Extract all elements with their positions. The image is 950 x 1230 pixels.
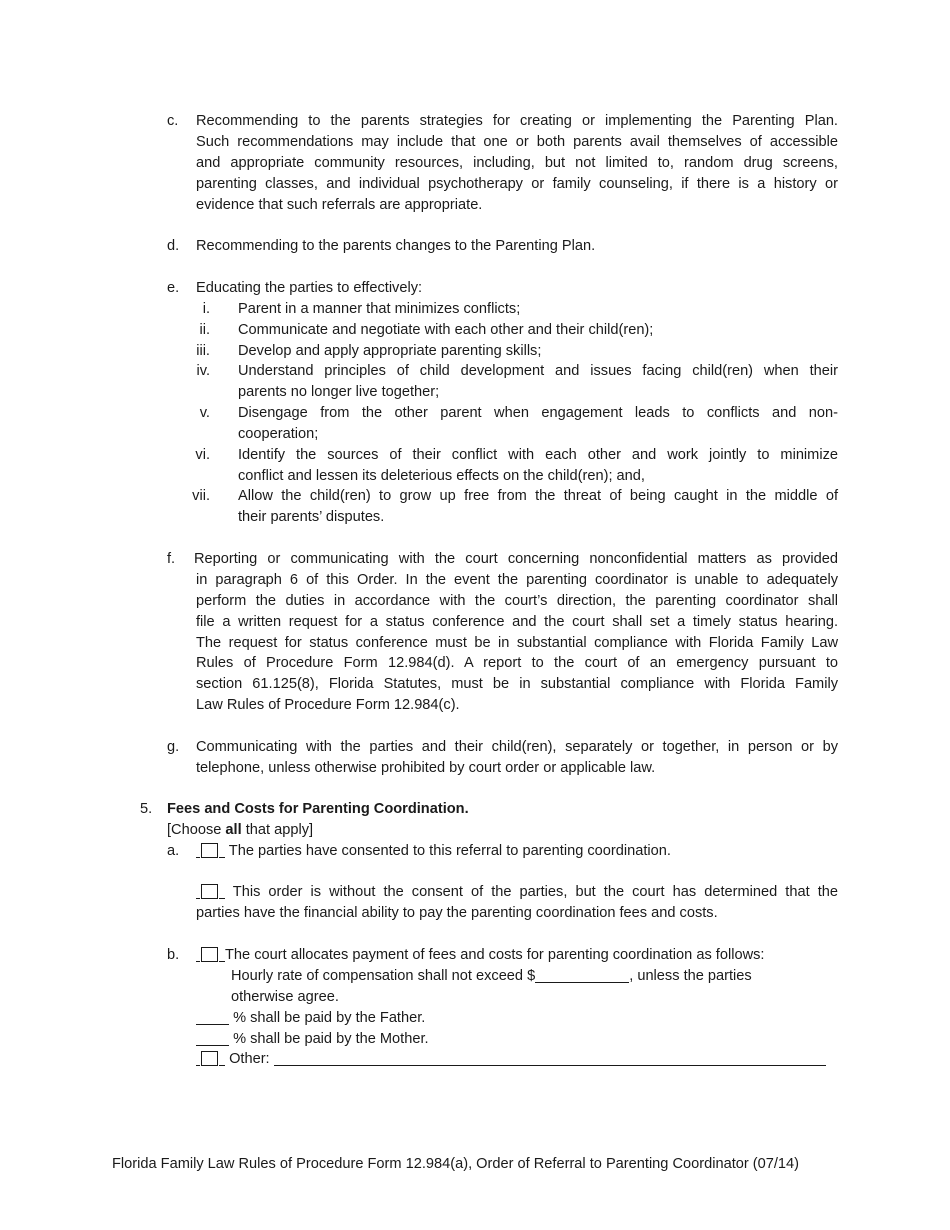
subitem-v-line-1: Disengage from the other parent when engagement leads to conflicts and non- xyxy=(238,405,838,421)
father-percent-field[interactable] xyxy=(196,1009,229,1025)
item-f-line-5: The request for status conference must be in substantial compliance with Florida Family Law xyxy=(196,635,838,651)
subitem-v-line-2: cooperation; xyxy=(238,426,319,442)
hourly-rate-line: Hourly rate of compensation shall not exceed $ , unless the parties xyxy=(231,968,752,984)
item-f-line-1: Reporting or communicating with the court concerning nonconfidential matters as provided xyxy=(194,551,838,567)
item-g-line-2: telephone, unless otherwise prohibited by court order or applicable law. xyxy=(196,760,656,776)
item-d-text: Recommending to the parents changes to the Parenting Plan. xyxy=(196,238,596,254)
item-e-label: e. xyxy=(167,280,180,296)
item-f-line-6: Rules of Procedure Form 12.984(d). A report to the court of an emergency pursuant to xyxy=(196,655,838,671)
item-5b-label: b. xyxy=(167,947,180,963)
item-c-line-1: Recommending to the parents strategies for creating or implementing the Parenting Plan. xyxy=(196,113,838,129)
item-g-line-1: Communicating with the parties and their child(ren), separately or together, in person or by xyxy=(196,739,838,755)
consent-text: The parties have consented to this referral to parenting coordination. xyxy=(228,843,671,859)
other-checkbox[interactable] xyxy=(201,1051,218,1066)
subitem-iv-line-1: Understand principles of child development and issues facing child(ren) when their xyxy=(238,363,838,379)
other-label: Other: xyxy=(229,1051,270,1067)
hourly-rate-field[interactable] xyxy=(535,967,629,983)
subitem-iv-label: iv. xyxy=(196,363,210,379)
subitem-iv-line-2: parents no longer live together; xyxy=(238,384,440,400)
item-f-line-2: in paragraph 6 of this Order. In the event the parenting coordinator is unable to adequately xyxy=(196,572,838,588)
subitem-iii-line-1: Develop and apply appropriate parenting skills; xyxy=(238,343,542,359)
mother-share-line: % shall be paid by the Mother. xyxy=(196,1029,429,1050)
subitem-vi-line-2: conflict and lessen its deleterious effects on the child(ren); and, xyxy=(238,468,645,484)
other-field[interactable] xyxy=(274,1050,826,1066)
subitem-vi-line-1: Identify the sources of their conflict with each other and work jointly to minimize xyxy=(238,447,838,463)
item-f-line-7: section 61.125(8), Florida Statutes, must be in substantial compliance with Florida Family xyxy=(196,676,838,692)
subitem-vii-line-1: Allow the child(ren) to grow up free from the threat of being caught in the middle of xyxy=(238,488,838,504)
subitem-iii-label: iii. xyxy=(196,343,210,359)
item-d-label: d. xyxy=(167,238,180,254)
item-c-label: c. xyxy=(167,113,179,129)
allocation-option xyxy=(196,945,764,966)
subitem-v-label: v. xyxy=(199,405,210,421)
item-5a-label: a. xyxy=(167,843,180,859)
allocation-checkbox[interactable] xyxy=(201,947,218,962)
subitem-i-line-1: Parent in a manner that minimizes conflicts; xyxy=(238,301,521,317)
item-g-label: g. xyxy=(167,739,180,755)
no-consent-text: This order is without the consent of the parties, but the court has determined that the xyxy=(232,884,838,900)
item-c-line-5: evidence that such referrals are appropriate. xyxy=(196,197,483,213)
no-consent-checkbox[interactable] xyxy=(201,884,218,899)
choose-instruction: [Choose all that apply] xyxy=(167,822,314,838)
item-c-line-3: and appropriate community resources, including, but not limited to, random drug screens, xyxy=(196,155,838,171)
item-f-line-8: Law Rules of Procedure Form 12.984(c). xyxy=(196,697,460,713)
subitem-vii-label: vii. xyxy=(192,488,210,504)
section-5-title: Fees and Costs for Parenting Coordination. xyxy=(167,801,469,817)
item-c-line-2: Such recommendations may include that one or both parents avail themselves of accessible xyxy=(196,134,838,150)
father-share-line: % shall be paid by the Father. xyxy=(196,1008,425,1029)
item-f-line-4: file a written request for a status conference and the court shall set a timely status hearing. xyxy=(196,614,838,630)
allocation-text: The court allocates payment of fees and costs for parenting coordination as follows: xyxy=(225,947,765,963)
item-c-line-4: parenting classes, and individual psychotherapy or family counseling, if there is a history or xyxy=(196,176,838,192)
footer: Florida Family Law Rules of Procedure Form 12.984(a), Order of Referral to Parenting Coordinator (07/14) xyxy=(112,1156,800,1172)
subitem-ii-line-1: Communicate and negotiate with each other and their child(ren); xyxy=(238,322,654,338)
item-f-label: f. xyxy=(167,551,176,567)
mother-percent-field[interactable] xyxy=(196,1030,229,1046)
subitem-vii-line-2: their parents’ disputes. xyxy=(238,509,385,525)
hourly-rate-line-2: otherwise agree. xyxy=(231,989,339,1005)
item-f-line-3: perform the duties in accordance with the court’s direction, the parenting coordinator shall xyxy=(196,593,838,609)
item-e-text: Educating the parties to effectively: xyxy=(196,280,423,296)
subitem-i-label: i. xyxy=(202,301,210,317)
other-line xyxy=(196,1049,826,1070)
subitem-ii-label: ii. xyxy=(199,322,210,338)
section-5-number: 5. xyxy=(140,801,153,817)
no-consent-line-2: parties have the financial ability to pay the parenting coordination fees and costs. xyxy=(196,905,718,921)
subitem-vi-label: vi. xyxy=(195,447,210,463)
no-consent-line-1 xyxy=(196,882,838,903)
consent-checkbox[interactable] xyxy=(201,843,218,858)
consent-option xyxy=(196,841,671,862)
